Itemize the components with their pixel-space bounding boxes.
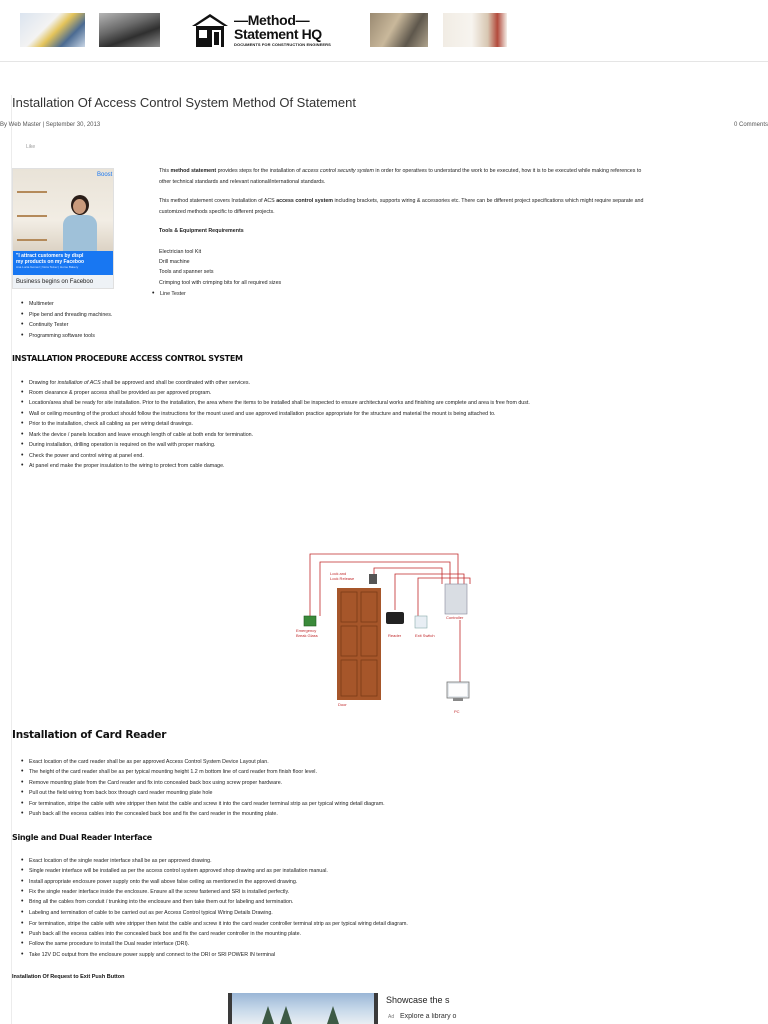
- card-reader-item: • The height of the card reader shall be as per typical mounting height 1.2 m bottom line of card reader from finish floor level.: [29, 769, 317, 775]
- interface-item: • Push back all the excess cables into the concealed back box and fix the card reader controller in the mounting plate.: [29, 931, 301, 937]
- text-run: customized methods specific to different projects.: [159, 208, 275, 215]
- thumbnail-construction-worker[interactable]: [20, 13, 85, 47]
- ad-person-face: [73, 199, 86, 214]
- logo-title-line1: —Method—: [234, 12, 310, 28]
- bottom-ad-image[interactable]: [228, 993, 378, 1024]
- procedure-item: • During installation, drilling operation is required on the wall with proper marking.: [29, 442, 215, 448]
- sidebar-ad[interactable]: [12, 168, 114, 289]
- text-run-italic: access control security system: [302, 168, 374, 174]
- logo-tagline: DOCUMENTS FOR CONSTRUCTION ENGINEERS: [234, 42, 331, 47]
- comments-link[interactable]: 0 Comments: [733, 122, 768, 128]
- procedure-item: • Prior to the installation, check all cabling as per wiring detail drawings.: [29, 421, 193, 427]
- ad-quote-box: [13, 251, 114, 275]
- card-reader-heading: Installation of Card Reader: [12, 729, 167, 741]
- exit-button-heading: Installation Of Request to Exit Push Button: [12, 974, 125, 980]
- text-run: Drawing for: [29, 380, 58, 386]
- ad-quote-attribution: Ana Lucia Gomez | Nora Teixer | Home Bakery: [16, 265, 79, 269]
- tool-bullet-item: • Pipe bend and threading machines.: [29, 312, 112, 318]
- ad-quote-line2: my products on my Faceboo: [16, 259, 85, 265]
- logo-title-line2: Statement HQ: [234, 26, 322, 42]
- interface-item: • Fix the single reader interface inside the enclosure. Ensure all the screw fastened and SRI is installed perfectly.: [29, 889, 289, 895]
- intro-paragraph-2: [159, 196, 643, 217]
- label-door: Door: [338, 702, 347, 707]
- shelf: [17, 215, 47, 217]
- controller-icon: [445, 584, 467, 614]
- break-glass-icon: [304, 616, 316, 626]
- text-run-bold: access control system: [276, 198, 334, 204]
- procedure-item: • Room clearance & proper access shall be provided as per approved program.: [29, 390, 211, 396]
- article-title[interactable]: Installation Of Access Control System Method Of Statement: [12, 95, 356, 110]
- access-control-diagram: [290, 550, 480, 720]
- interface-item: • Install appropriate enclosure power supply onto the wall above false ceiling as mentioned in the approved drawing.: [29, 879, 297, 885]
- interface-item: • Labeling and termination of cable to be carried out as per Access Control typical Wiring Details Drawing.: [29, 910, 273, 916]
- thumbnail-electrical-socket[interactable]: [443, 13, 507, 47]
- label-emergency: Emergency Break Glass: [296, 628, 318, 638]
- label-controller: Controller: [446, 615, 464, 620]
- tool-bullet-item: • Continuity Tester: [29, 322, 68, 328]
- card-reader-item: • Push back all the excess cables into the concealed back box and fix the card reader in the mounting plate.: [29, 811, 278, 817]
- tool-bullet-item: • Multimeter: [29, 301, 54, 307]
- interface-item: • Exact location of the single reader interface shall be as per approved drawing.: [29, 858, 212, 864]
- label-exit-switch: Exit Switch: [415, 633, 435, 638]
- procedure-item: [29, 380, 250, 386]
- ad-person: [63, 215, 97, 255]
- text-run-italic: installation of ACS: [57, 380, 101, 386]
- text-run: other technical standards and relevant national/international standards.: [159, 178, 326, 185]
- label-reader: Reader: [388, 633, 402, 638]
- shelf: [17, 191, 47, 193]
- thumbnail-pipes[interactable]: [99, 13, 160, 47]
- tree: [327, 1006, 339, 1024]
- interface-item: • For termination, stripe the cable with wire stripper then twist the cable and screw it into the card reader controller terminal strip as per typical wiring detail diagram.: [29, 921, 408, 927]
- site-logo[interactable]: [190, 10, 340, 50]
- card-reader-item: • For termination, stripe the cable with wire stripper then twist the cable and screw it into the card reader terminal strip as per typical wiring detail diagram.: [29, 801, 385, 807]
- procedure-item: • At panel end make the proper insulation to the wiring to protect from cable damage.: [29, 463, 225, 469]
- ad-quote-line1: "I attract customers by displ: [16, 253, 84, 259]
- procedure-item: • Check the power and control wiring at panel end.: [29, 453, 144, 459]
- like-button[interactable]: Like: [26, 144, 36, 150]
- label-pc: PC: [454, 709, 460, 714]
- tool-item: Electrician tool Kit: [159, 249, 202, 255]
- interface-item: • Follow the same procedure to install the Dual reader interface (DRI).: [29, 941, 189, 947]
- procedure-heading: INSTALLATION PROCEDURE ACCESS CONTROL SYSTEM: [12, 354, 243, 363]
- text-run: including brackets, supports wiring & accessories etc. There can be different project specifications which might require separate and: [333, 198, 644, 204]
- procedure-item: • Location/area shall be ready for site installation. Prior to the installation, the area where the items to be installed shall be inspected to ensure architectural works and finishing are complete and area is free from dust.: [29, 400, 530, 406]
- ad-badge: Ad: [388, 1014, 395, 1020]
- bottom-ad-title[interactable]: Showcase the s: [386, 995, 450, 1005]
- card-reader-item: • Exact location of the card reader shall be as per approved Access Control System Device Layout plan.: [29, 759, 269, 765]
- card-reader-item: • Remove mounting plate from the Card reader and fix into concealed back box using screw proper hardware.: [29, 780, 282, 786]
- tool-bullet-item: • Line Tester: [160, 291, 186, 297]
- tool-bullet-item: • Programming software tools: [29, 333, 95, 339]
- card-reader-item: • Pull out the field wiring from back box through card reader mounting plate hole: [29, 790, 212, 796]
- header-banner: [0, 0, 768, 62]
- door-icon: [337, 588, 381, 700]
- shelf: [17, 239, 47, 241]
- tools-heading: Tools & Equipment Requirements: [159, 228, 244, 234]
- tool-item: Tools and spanner sets: [159, 269, 214, 275]
- ad-photo: [13, 169, 114, 255]
- interface-item: • Bring all the cables from conduit / trunking into the enclosure and then take them out for labeling and termination.: [29, 899, 293, 905]
- tool-item: Crimping tool with crimping bits for all required sizes: [159, 280, 282, 286]
- ad-caption: Business begins on Faceboo: [16, 279, 94, 285]
- bottom-ad-subtitle[interactable]: Explore a library o: [400, 1013, 457, 1020]
- text-run: shall be approved and shall be coordinated with other services.: [100, 380, 250, 386]
- wiring-diagram: [290, 550, 480, 720]
- intro-paragraph-1: [159, 166, 641, 187]
- thumbnail-tiling[interactable]: [370, 13, 428, 47]
- text-run: in order for operatives to understand the work to be executed, how it is to be executed while making references to: [373, 168, 642, 174]
- procedure-item: • Wall or ceiling mounting of the product should follow the instructions for the mount used and use approved installation practice appropriate for the structure and material the mount is being attached to.: [29, 411, 496, 417]
- text-run: This method statement covers Installation of ACS: [159, 198, 277, 204]
- tool-item: Drill machine: [159, 259, 190, 265]
- lock-icon: [369, 574, 377, 584]
- exit-switch-icon: [415, 616, 427, 628]
- ad-brand: Boost: [97, 172, 113, 178]
- label-lock: Lock and Lock Release: [330, 571, 355, 581]
- article-byline[interactable]: By Web Master | September 30, 2013: [0, 122, 101, 128]
- interface-heading: Single and Dual Reader Interface: [12, 833, 152, 842]
- card-reader-icon: [386, 612, 404, 624]
- text-run: provides steps for the installation of: [216, 168, 303, 174]
- tree: [280, 1006, 292, 1024]
- text-run-bold: method statement: [170, 168, 217, 174]
- interface-item: • Single reader interface will be installed as per the access control system approved shop drawing and as per installation manual.: [29, 868, 328, 874]
- text-run: This: [159, 168, 171, 174]
- procedure-item: • Mark the device / panels location and leave enough length of cable at both ends for termination.: [29, 432, 253, 438]
- house-logo-icon: [190, 12, 230, 48]
- tree: [262, 1006, 274, 1024]
- interface-item: • Take 12V DC output from the enclosure power supply and connect to the DRI or SRI POWER IN terminal: [29, 952, 275, 958]
